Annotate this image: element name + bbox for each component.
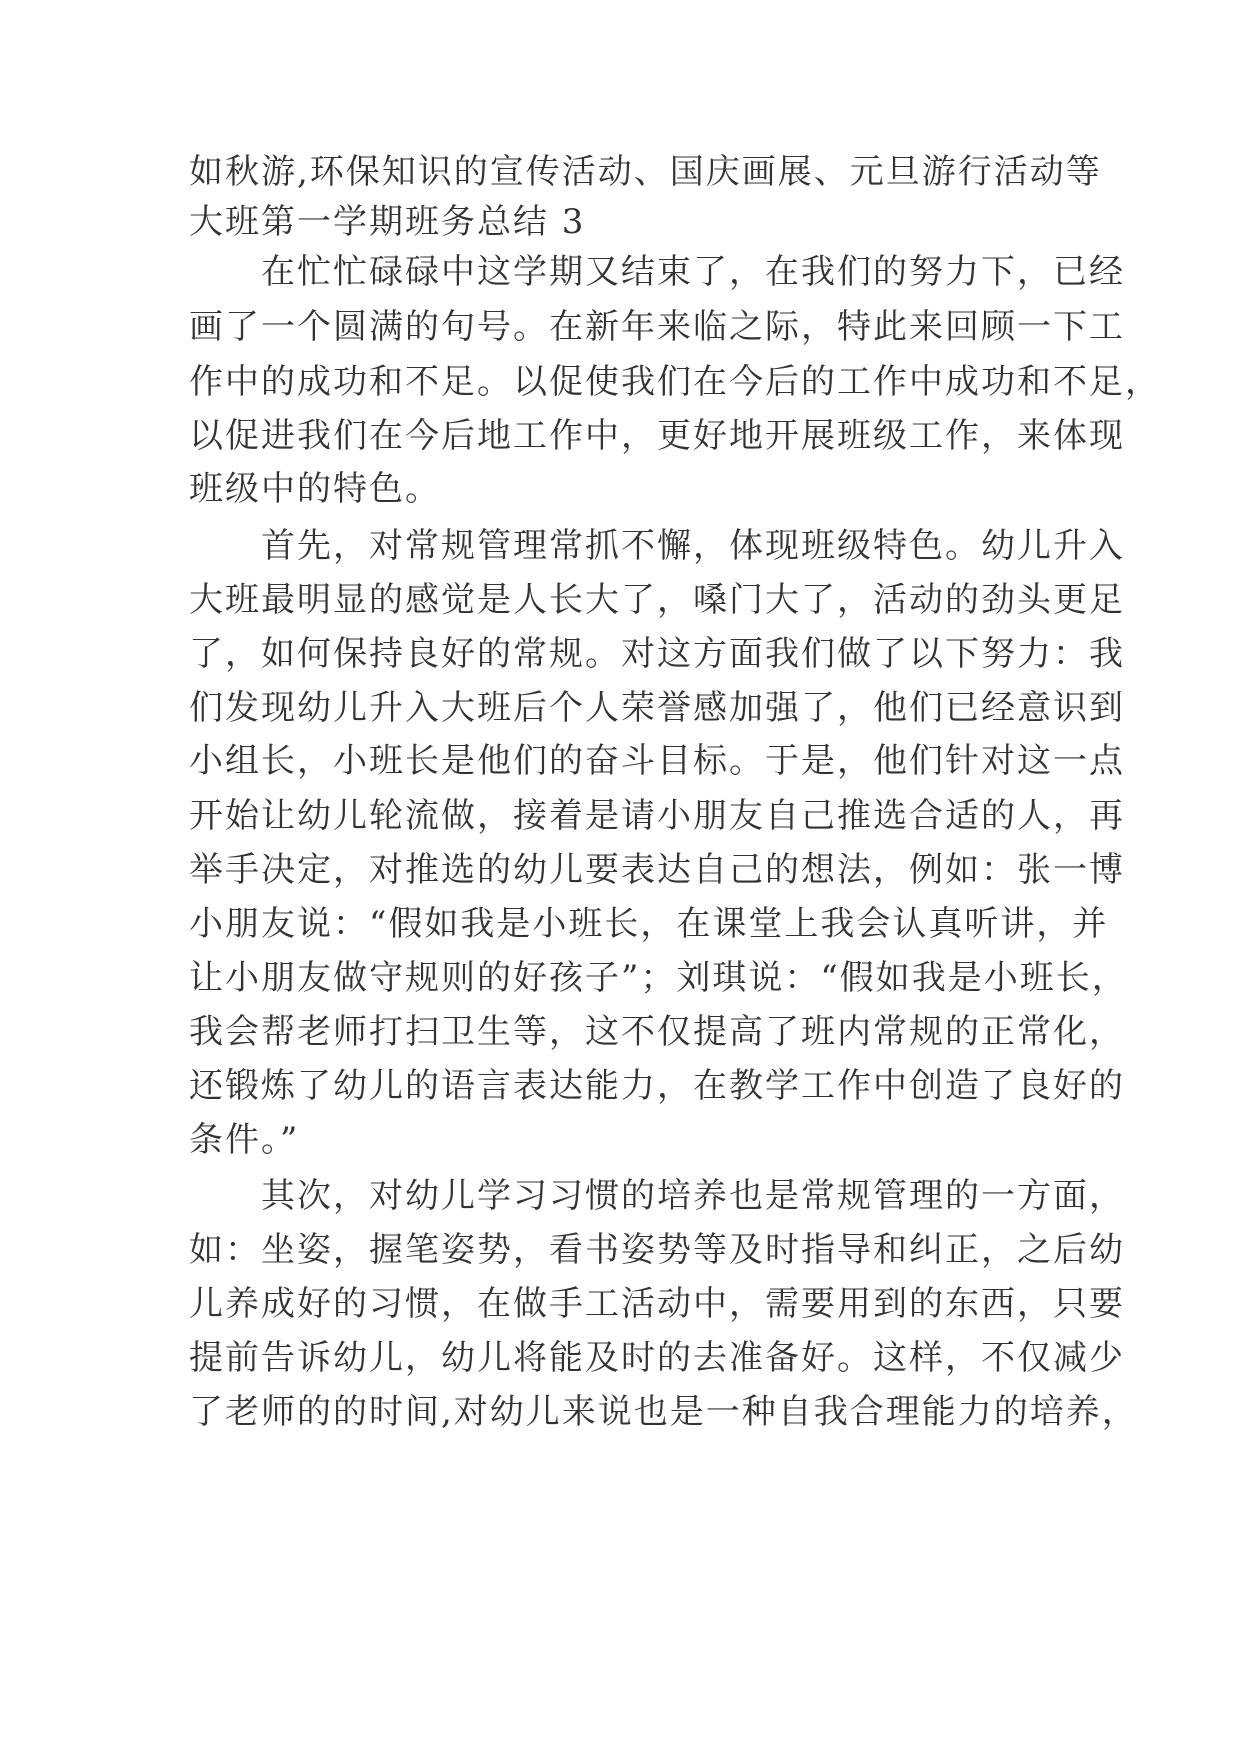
text-line: 小组长，小班长是他们的奋斗目标。于是，他们针对这一点 — [189, 741, 1125, 781]
text-line: 如秋游,环保知识的宣传活动、国庆画展、元旦游行活动等 — [189, 152, 1102, 192]
text-line: 举手决定，对推选的幼儿要表达自己的想法，例如：张一博 — [189, 850, 1125, 890]
text-line: 在忙忙碌碌中这学期又结束了，在我们的努力下，已经 — [189, 252, 1125, 292]
text-line: 小朋友说：“假如我是小班长，在课堂上我会认真听讲，并 — [189, 904, 1109, 944]
text-line: 儿养成好的习惯，在做手工活动中，需要用到的东西，只要 — [189, 1284, 1125, 1324]
text-line: 画了一个圆满的句号。在新年来临之际，特此来回顾一下工 — [189, 307, 1125, 347]
text-line: 如：坐姿，握笔姿势，看书姿势等及时指导和纠正，之后幼 — [189, 1230, 1125, 1270]
text-line: 以促进我们在今后地工作中，更好地开展班级工作，来体现 — [189, 416, 1125, 456]
text-line: 们发现幼儿升入大班后个人荣誉感加强了，他们已经意识到 — [189, 688, 1125, 728]
text-line: 首先，对常规管理常抓不懈，体现班级特色。幼儿升入 — [189, 526, 1125, 566]
text-line: 班级中的特色。 — [189, 469, 441, 509]
text-line: 作中的成功和不足。以促使我们在今后的工作中成功和不足， — [189, 362, 1161, 402]
text-line: 开始让幼儿轮流做，接着是请小朋友自己推选合适的人，再 — [189, 796, 1125, 836]
text-line: 大班最明显的感觉是人长大了，嗓门大了，活动的劲头更足 — [189, 580, 1125, 620]
text-line: 了，如何保持良好的常规。对这方面我们做了以下努力：我 — [189, 634, 1125, 674]
text-line: 还锻炼了幼儿的语言表达能力，在教学工作中创造了良好的 — [189, 1066, 1125, 1106]
section-heading: 大班第一学期班务总结 3 — [189, 202, 586, 242]
text-line: 提前告诉幼儿，幼儿将能及时的去准备好。这样，不仅减少 — [189, 1338, 1125, 1378]
text-line: 了老师的的时间,对幼儿来说也是一种自我合理能力的培养， — [189, 1392, 1138, 1432]
text-line: 条件。” — [189, 1120, 300, 1160]
text-line: 让小朋友做守规则的好孩子”；刘琪说：“假如我是小班长， — [189, 958, 1128, 998]
text-line: 我会帮老师打扫卫生等，这不仅提高了班内常规的正常化， — [189, 1012, 1125, 1052]
text-line: 其次，对幼儿学习习惯的培养也是常规管理的一方面， — [189, 1176, 1125, 1216]
